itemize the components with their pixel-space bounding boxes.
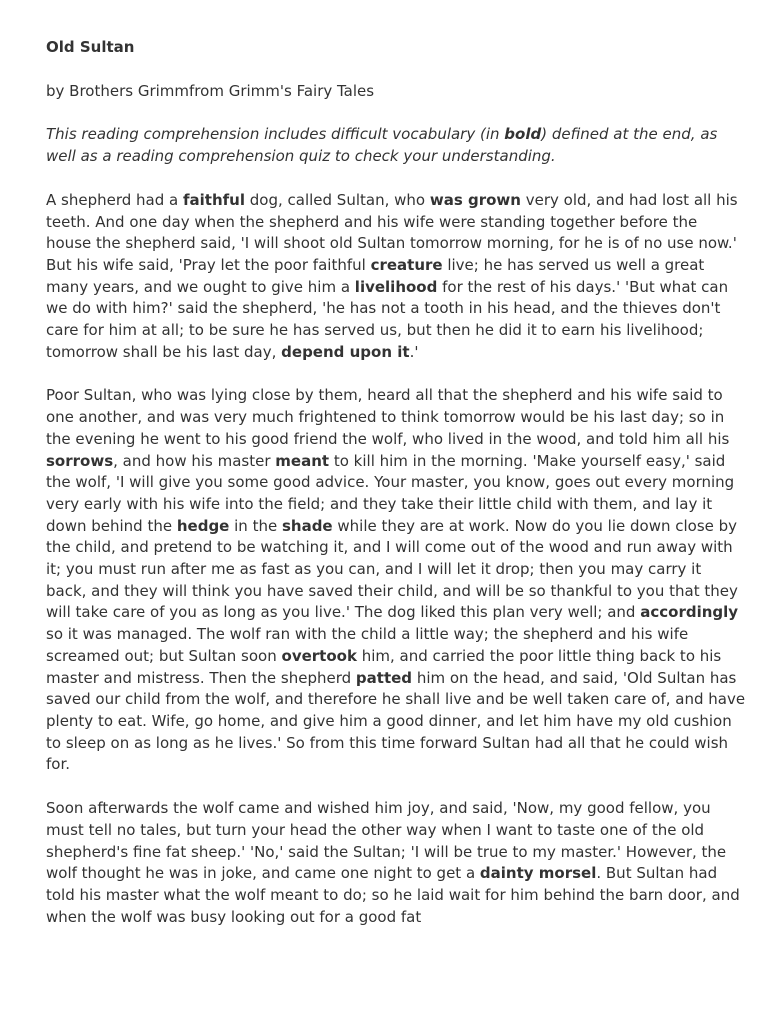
vocabulary-word: hedge xyxy=(176,516,230,535)
intro-paragraph: This reading comprehension includes difficult vocabulary (in bold) defined at the end, as well as a reading comprehension quiz to check your understanding. xyxy=(46,125,718,166)
document-byline: by Brothers Grimmfrom Grimm's Fairy Tales xyxy=(46,81,375,100)
vocabulary-word: dainty morsel xyxy=(479,864,597,883)
vocabulary-word: sorrows xyxy=(46,451,114,470)
vocabulary-word: accordingly xyxy=(640,603,739,622)
vocabulary-word: overtook xyxy=(281,646,357,665)
vocabulary-word: was grown xyxy=(429,190,521,209)
vocabulary-word: bold xyxy=(504,125,542,144)
vocabulary-word: depend upon it xyxy=(281,342,410,361)
story-paragraph-1: A shepherd had a faithful dog, called Sultan, who was grown very old, and had lost all his teeth. And one day when the shepherd and his wife were standing together before the house the shepherd said, 'I will shoot old Sultan tomorrow morning, for he is of no use now.' But his wife said, 'Pray let the poor faithful creature live; he has served us well a great many years, and we ought to give him a livelihood for the rest of his days.' 'But what can we do with him?' said the shepherd, 'he has not a tooth in his head, and the thieves don't care for him at all; to be sure he has served us, but then he did it to earn his livelihood; tomorrow shall be his last day, depend upon it.' xyxy=(46,190,738,361)
vocabulary-word: creature xyxy=(370,255,443,274)
vocabulary-word: meant xyxy=(275,451,330,470)
story-paragraph-3: Soon afterwards the wolf came and wished him joy, and said, 'Now, my good fellow, you must tell no tales, but turn your head the other way when I want to taste one of the old shepherd's fine fat sheep.' 'No,' said the Sultan; 'I will be true to my master.' However, the wolf thought he was in joke, and came one night to get a dainty morsel. But Sultan had told his master what the wolf meant to do; so he laid wait for him behind the barn door, and when the wolf was busy looking out for a good fat xyxy=(46,799,740,926)
vocabulary-word: shade xyxy=(281,516,333,535)
story-paragraph-2: Poor Sultan, who was lying close by them, heard all that the shepherd and his wife said to one another, and was very much frightened to think tomorrow would be his last day; so in the evening he went to his good friend the wolf, who lived in the wood, and told him all his sorrows, and how his master meant to kill him in the morning. 'Make yourself easy,' said the wolf, 'I will give you some good advice. Your master, you know, goes out every morning very early with his wife into the field; and they take their little child with them, and lay it down behind the hedge in the shade while they are at work. Now do you lie down close by the child, and pretend to be watching it, and I will come out of the wood and run away with it; you must run after me as fast as you can, and I will let it drop; then you may carry it back, and they will think you have saved their child, and will be so thankful to you that they will take care of you as long as you live.' The dog liked this plan very well; and accordingly so it was managed. The wolf ran with the child a little way; the shepherd and his wife screamed out; but Sultan soon overtook him, and carried the poor little thing back to his master and mistress. Then the shepherd patted him on the head, and said, 'Old Sultan has saved our child from the wolf, and therefore he shall live and be well taken care of, and have plenty to eat. Wife, go home, and give him a good dinner, and let him have my old cushion to sleep on as long as he lives.' So from this time forward Sultan had all that he could wish for. xyxy=(46,386,746,774)
vocabulary-word: livelihood xyxy=(354,277,438,296)
vocabulary-word: faithful xyxy=(182,190,245,209)
vocabulary-word: patted xyxy=(355,668,413,687)
document-title: Old Sultan xyxy=(46,38,135,56)
